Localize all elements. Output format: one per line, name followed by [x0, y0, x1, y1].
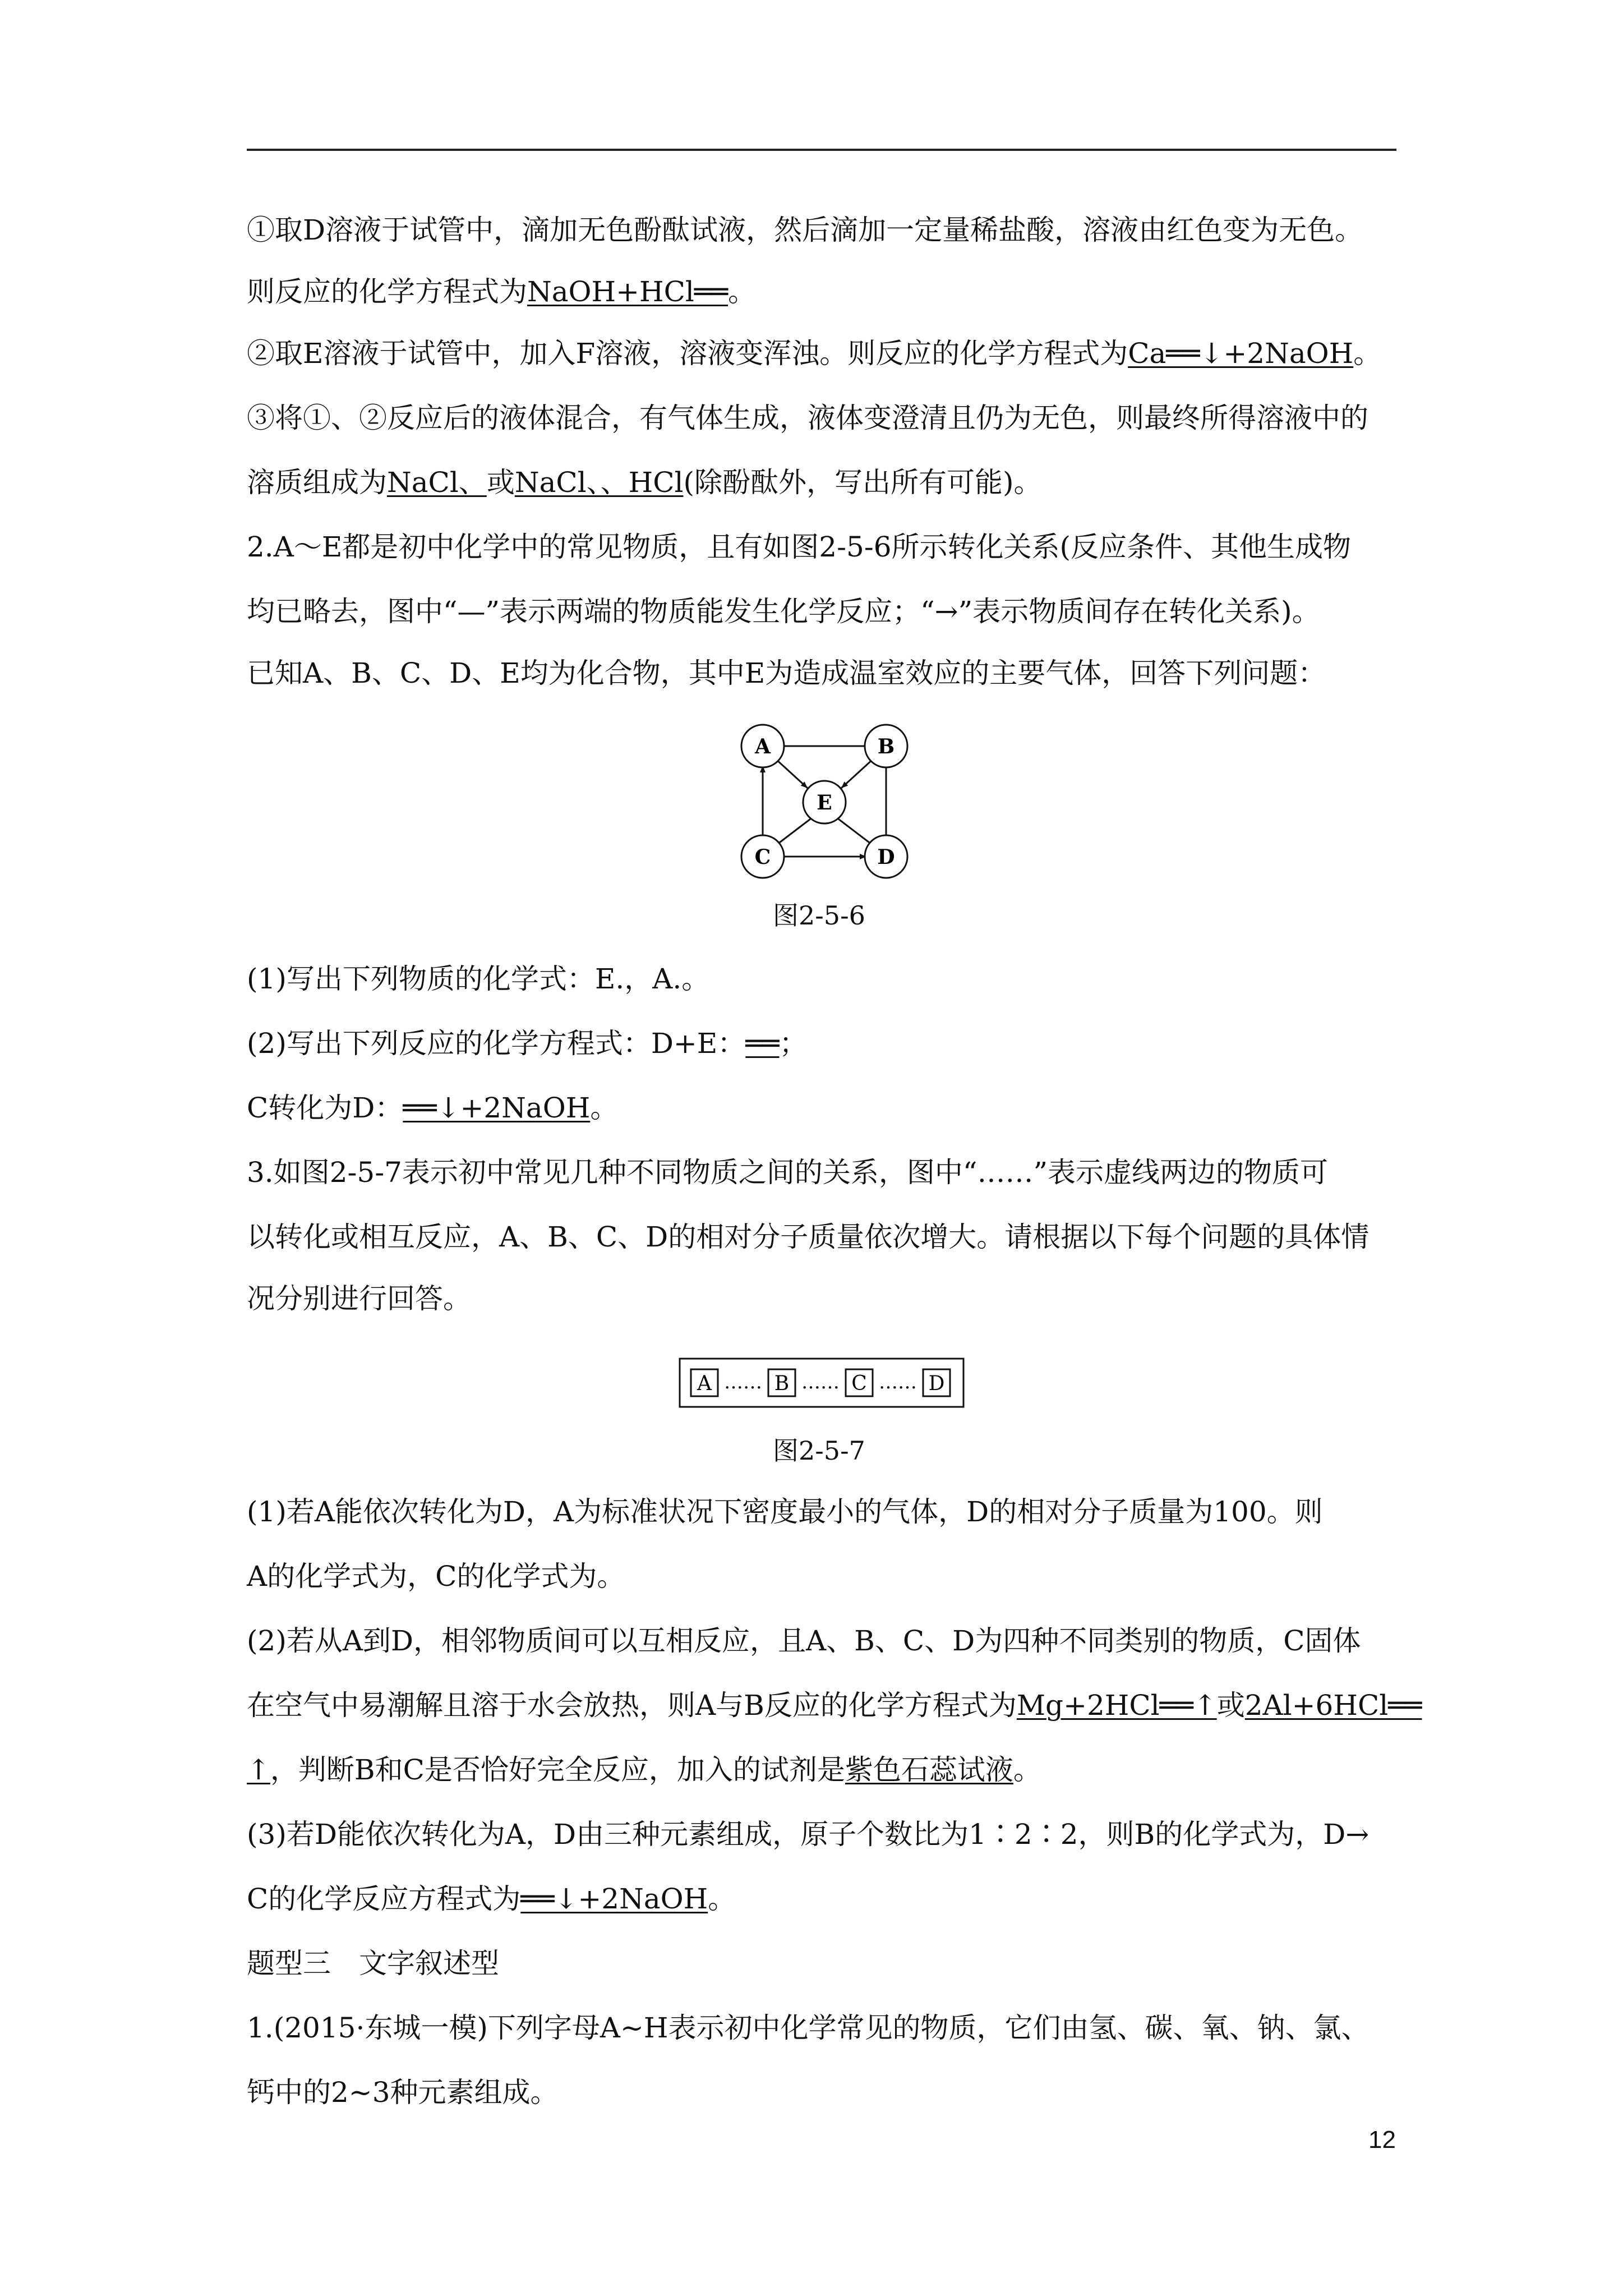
text-segment: 3.如图2-5-7表示初中常见几种不同物质之间的关系，图中“……”表示虚线两边的物质可 [247, 1156, 1329, 1189]
text-line-3 [247, 337, 1381, 370]
text-segment: 则反应的化学方程式为 [247, 275, 527, 308]
answer-blank: Mg+2HCl══↑ [1016, 1689, 1217, 1722]
edge-c-e [775, 819, 810, 846]
answer-blank: 2Al+6HCl══ [1244, 1689, 1422, 1722]
answer-blank: ══↓+2NaOH [520, 1883, 708, 1915]
text-segment: (1)若A能依次转化为D，A为标准状况下密度最小的气体，D的相对分子质量为100。则 [247, 1496, 1323, 1528]
node-b-label: B [877, 735, 895, 758]
text-segment: ②取E溶液于试管中，加入F溶液，溶液变浑浊。则反应的化学方程式为 [247, 337, 1128, 370]
text-segment: (3)若D能依次转化为A，D由三种元素组成，原子个数比为1∶2∶2，则B的化学式为，D→ [247, 1818, 1370, 1851]
answer-blank: NaOH+HCl══ [527, 275, 728, 308]
figure-2-5-6-caption: 图2-5-6 [773, 900, 865, 931]
dotted-connector: …… [879, 1371, 917, 1393]
text-line-7 [247, 595, 1320, 628]
text-segment: 均已略去，图中“—”表示两端的物质能发生化学反应；“→”表示物质间存在转化关系)。 [247, 595, 1320, 628]
text-line-11 [247, 1091, 618, 1125]
text-line-16 [247, 1559, 625, 1593]
text-line-23 [247, 2011, 1369, 2045]
text-segment: 或 [486, 466, 515, 499]
text-segment: (2)若从A到D，相邻物质间可以互相反应，且A、B、C、D为四种不同类别的物质，C固体 [247, 1625, 1361, 1657]
text-line-19 [247, 1753, 1041, 1787]
text-segment: C的化学反应方程式为 [247, 1883, 521, 1915]
dotted-connector: …… [724, 1371, 762, 1393]
text-segment: 。 [708, 1883, 736, 1915]
header-rule [247, 149, 1396, 151]
text-segment: 。 [1353, 337, 1382, 370]
answer-blank: NaCl、、HCl [514, 466, 684, 499]
node-e-label: E [817, 791, 832, 815]
text-line-9 [247, 962, 709, 996]
edge-e-d [838, 819, 874, 846]
text-line-8 [247, 656, 1326, 690]
text-segment: (2)写出下列反应的化学方程式：D+E： [247, 1027, 746, 1060]
text-segment: 1.(2015·东城一模)下列字母A~H表示初中化学常见的物质，它们由氢、碳、氧、钠、氯、 [247, 2012, 1370, 2044]
answer-blank: ══↓+2NaOH [403, 1092, 591, 1124]
node-d-label: D [877, 845, 895, 869]
text-segment: 在空气中易潮解且溶于水会放热，则A与B反应的化学方程式为 [247, 1689, 1017, 1722]
text-segment: A的化学式为，C的化学式为。 [247, 1560, 625, 1593]
box-d-label: D [928, 1372, 945, 1395]
text-line-1 [247, 213, 1363, 247]
box-c-label: C [851, 1372, 867, 1395]
text-line-10 [247, 1027, 808, 1060]
node-a-label: A [755, 735, 771, 758]
text-line-21 [247, 1882, 736, 1916]
answer-blank: 紫色石蕊试液 [845, 1754, 1013, 1786]
text-line-6 [247, 530, 1351, 564]
figure-2-5-7-caption: 图2-5-7 [773, 1435, 865, 1466]
text-line-17 [247, 1624, 1361, 1658]
edge-a-to-e [775, 758, 808, 788]
text-line-12 [247, 1156, 1328, 1189]
text-line-5 [247, 466, 1042, 499]
node-c-label: C [754, 845, 771, 869]
text-line-13 [247, 1220, 1369, 1254]
dotted-connector: …… [801, 1371, 840, 1393]
text-line-2 [247, 275, 756, 309]
page-number: 12 [1368, 2126, 1396, 2154]
figure-2-5-7 [679, 1358, 965, 1408]
text-segment: 2.A～E都是初中化学中的常见物质，且有如图2-5-6所示转化关系(反应条件、其他生成物 [247, 531, 1352, 563]
text-segment: 钙中的2~3种元素组成。 [247, 2076, 559, 2109]
text-segment: 或 [1216, 1689, 1245, 1722]
text-line-24 [247, 2076, 559, 2109]
text-segment: 。 [728, 275, 757, 308]
text-line-15 [247, 1495, 1323, 1529]
text-segment: ③将①、②反应后的液体混合，有气体生成，液体变澄清且仍为无色，则最终所得溶液中的 [247, 402, 1368, 434]
text-segment: ； [779, 1027, 808, 1060]
figure-2-5-6 [729, 712, 920, 892]
text-segment: C转化为D： [247, 1092, 403, 1124]
text-segment: 以转化或相互反应，A、B、C、D的相对分子质量依次增大。请根据以下每个问题的具体情 [247, 1221, 1370, 1253]
text-segment: (除酚酞外，写出所有可能)。 [683, 466, 1042, 499]
text-line-22 [247, 1947, 499, 1980]
text-line-14 [247, 1282, 471, 1315]
edge-b-to-e [841, 758, 874, 788]
text-segment: 题型三 文字叙述型 [247, 1947, 499, 1980]
text-segment: (1)写出下列物质的化学式：E.，A.。 [247, 963, 710, 995]
text-line-18 [247, 1688, 1422, 1722]
box-a-label: A [697, 1372, 712, 1395]
text-segment: 。 [590, 1092, 619, 1124]
answer-blank: ↑ [247, 1754, 270, 1786]
text-segment: 况分别进行回答。 [247, 1282, 471, 1315]
text-segment: ，判断B和C是否恰好完全反应，加入的试剂是 [270, 1754, 845, 1786]
text-segment: 溶质组成为 [247, 466, 387, 499]
answer-blank: NaCl、 [387, 466, 487, 499]
text-segment: 。 [1013, 1754, 1041, 1786]
text-segment: 已知A、B、C、D、E均为化合物，其中E为造成温室效应的主要气体，回答下列问题： [247, 657, 1326, 689]
text-segment: ①取D溶液于试管中，滴加无色酚酞试液，然后滴加一定量稀盐酸，溶液由红色变为无色。 [247, 214, 1363, 246]
text-line-20 [247, 1818, 1369, 1851]
answer-blank: Ca══↓+2NaOH [1128, 337, 1354, 370]
text-line-4 [247, 401, 1368, 435]
box-b-label: B [774, 1372, 790, 1395]
answer-blank: ══ [745, 1027, 780, 1060]
